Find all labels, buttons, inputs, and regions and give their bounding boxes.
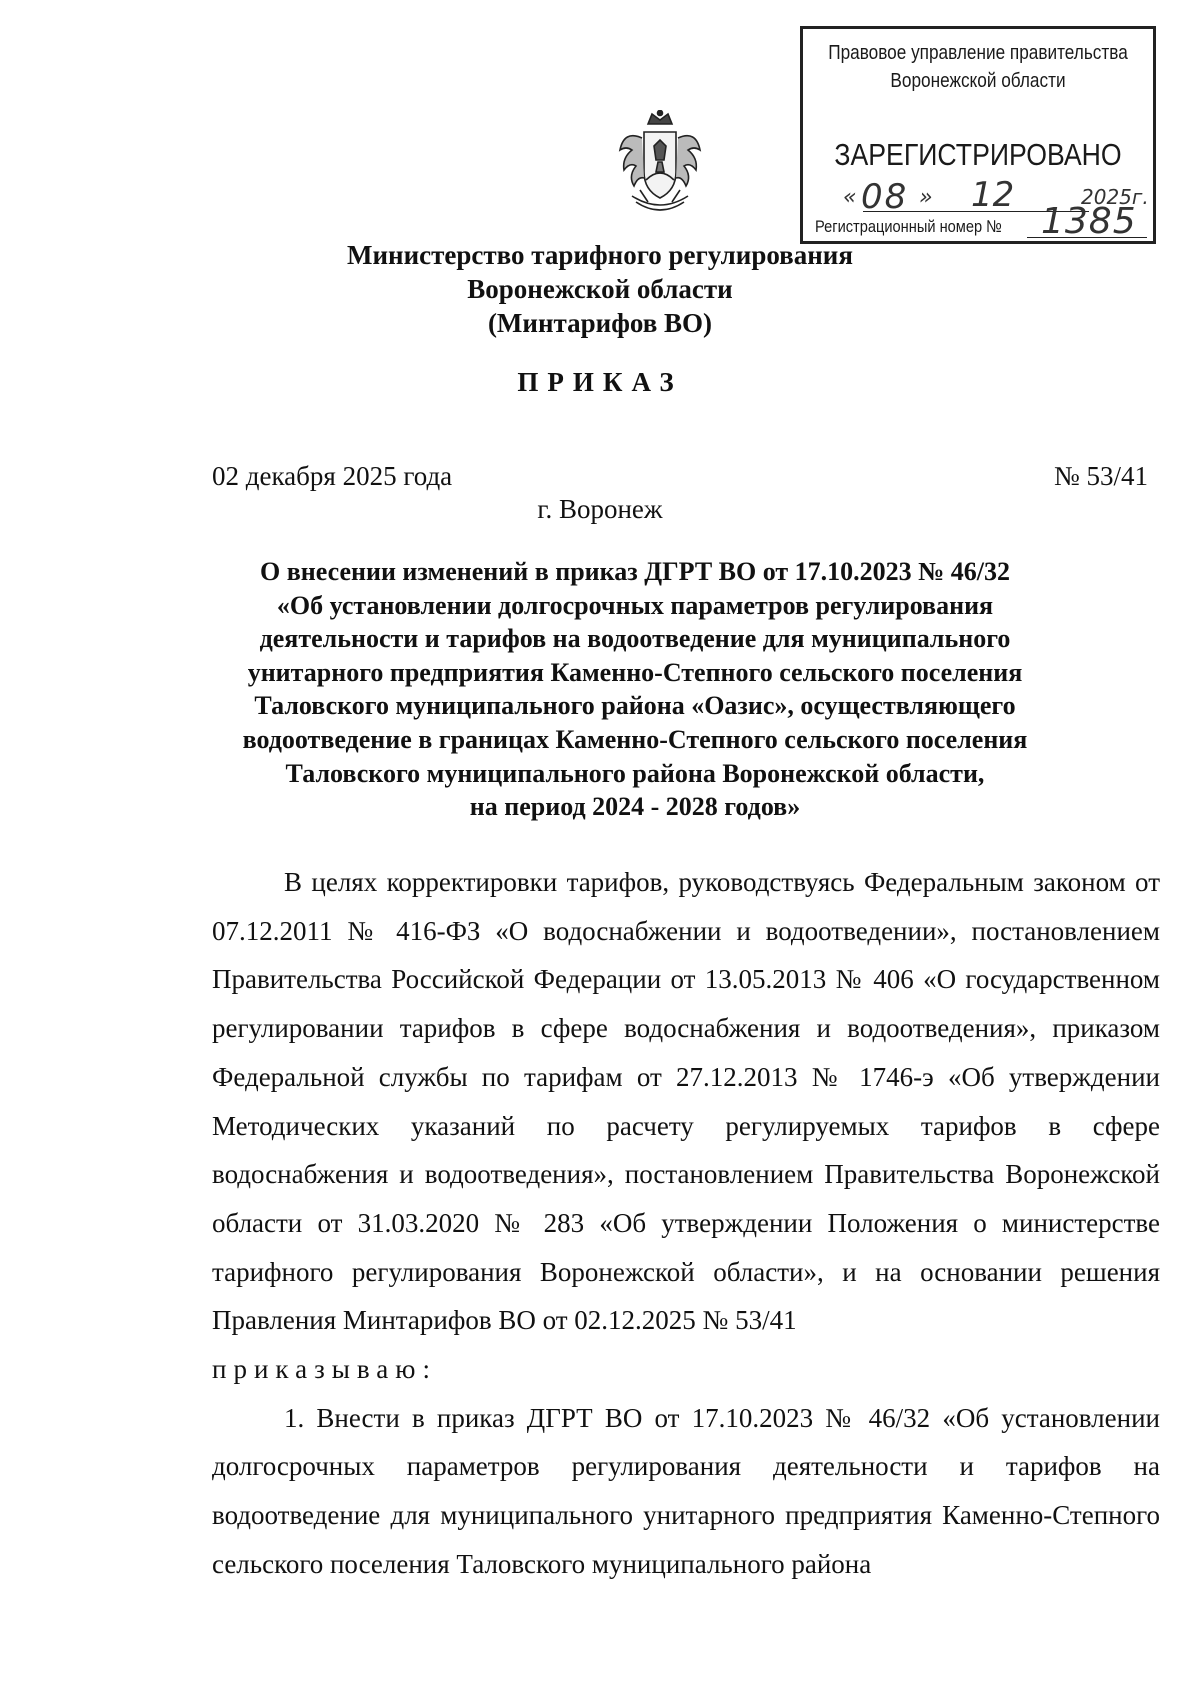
document-date: 02 декабря 2025 года (212, 461, 453, 491)
order-item-1: 1. Внести в приказ ДГРТ ВО от 17.10.2023 № 46/32 «Об установлении долгосрочных параметров регулирования деятельности и тарифов на водоотведение для муниципального унитарного предприятия Каменно-Степного сельского поселения Таловского муниципального района (212, 1402, 1160, 1579)
stamp-year: 2025г. (1081, 185, 1149, 209)
title-line: водоотведение в границах Каменно-Степного сельского поселения (242, 724, 1028, 754)
title-line: Таловского муниципального района Воронежской области, (285, 758, 985, 788)
title-line: Таловского муниципального района «Оазис», осуществляющего (254, 691, 1016, 721)
order-word: приказываю: (212, 1354, 437, 1385)
coat-of-arms-icon (614, 110, 706, 218)
document-body (212, 858, 1160, 1589)
stamp-reg-number: 1385 (1041, 201, 1137, 242)
preamble-paragraph: В целях корректировки тарифов, руководствуясь Федеральным законом от 07.12.2011 № 416-ФЗ «О водоснабжении и водоотведении», постановлением Правительства Российской Федерации от 13.05.2013 № 406 «О государственном регулировании тарифов в сфере водоснабжения и водоотведения», приказом Федеральной службы по тарифам от 27.12.2013 № 1746-э «Об утверждении Методических указаний по расчету регулируемых тарифов в сфере водоснабжения и водоотведения», постановлением Правительства Воронежской области от 31.03.2020 № 283 «Об утверждении Положения о министерстве тарифного регулирования Воронежской области», и на основании решения Правления Минтарифов ВО от 02.12.2025 № 53/41 (212, 867, 1160, 1336)
stamp-organization (828, 39, 1129, 95)
stamp-registration-number (815, 201, 1155, 242)
registration-stamp (800, 26, 1156, 244)
stamp-date: « 08 » 12 2025г. (843, 175, 1149, 217)
document-type: ПРИКАЗ (517, 367, 683, 397)
document-number: № 53/41 (1053, 461, 1148, 491)
ministry-name (0, 238, 1200, 340)
stamp-reg-label: Регистрационный номер № (815, 217, 1002, 236)
stamp-day: 08 (861, 177, 909, 217)
title-line: на период 2024 - 2028 годов» (469, 792, 801, 822)
ministry-line1: Министерство тарифного регулирования (347, 240, 853, 270)
title-line: унитарного предприятия Каменно-Степного сельского поселения (247, 657, 1023, 687)
document-city: г. Воронеж (537, 494, 663, 524)
title-line: «Об установлении долгосрочных параметров регулирования (276, 590, 994, 620)
stamp-org-line2: Воронежской области (890, 70, 1066, 92)
document-title (210, 555, 1060, 824)
title-line: О внесении изменений в приказ ДГРТ ВО от 17.10.2023 № 46/32 (259, 557, 1011, 586)
stamp-month: 12 (971, 175, 1015, 215)
ministry-line3: (Минтарифов ВО) (487, 308, 713, 338)
stamp-org-line1: Правовое управление правительства (828, 42, 1128, 64)
ministry-line2: Воронежской области (467, 274, 733, 304)
title-line: деятельности и тарифов на водоотведение для муниципального (259, 624, 1011, 654)
stamp-registered-label: ЗАРЕГИСТРИРОВАНО (834, 137, 1122, 172)
